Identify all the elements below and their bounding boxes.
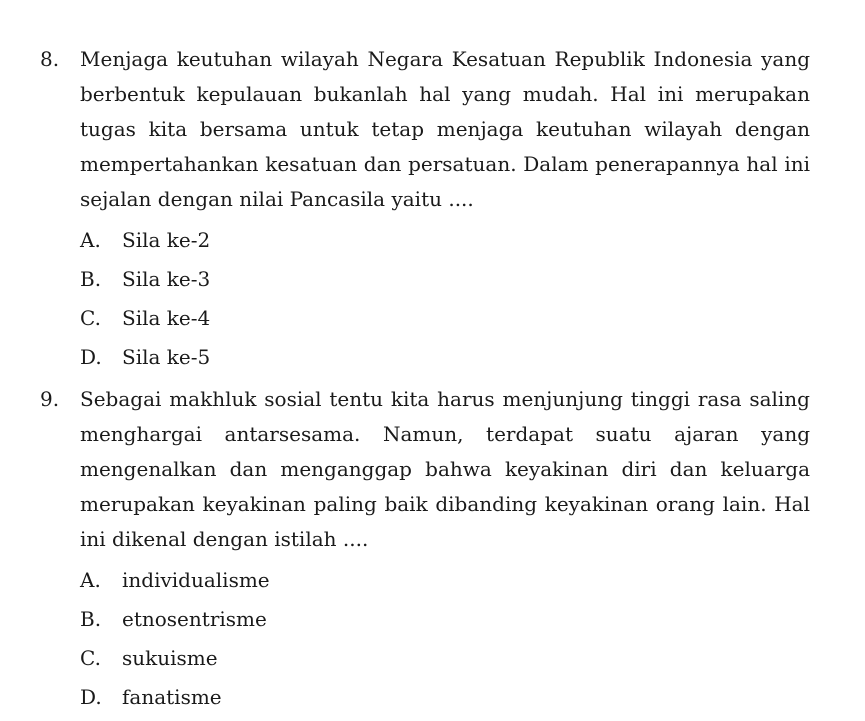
option-letter: C.	[80, 645, 101, 670]
question-8-option-d[interactable]	[80, 337, 810, 376]
question-8	[40, 42, 810, 376]
question-8-text: Menjaga keutuhan wilayah Negara Kesatuan Republik Indonesia yang berbentuk kepulauan bukanlah hal yang mudah. Hal ini merupakan tugas kita bersama untuk tetap menjaga keutuhan wilayah dengan mempertahankan kesatuan dan persatuan. Dalam penerapannya hal ini sejalan dengan nilai Pancasila yaitu ....	[80, 47, 810, 211]
option-letter: B.	[80, 266, 102, 291]
option-text: Sila ke-3	[122, 266, 211, 291]
question-9-number: 9.	[40, 387, 60, 411]
question-8-number: 8.	[40, 47, 60, 71]
option-letter: A.	[80, 227, 101, 252]
option-letter: A.	[80, 567, 101, 592]
option-text: etnosentrisme	[122, 606, 267, 631]
question-8-stem	[40, 42, 810, 217]
question-9-text: Sebagai makhluk sosial tentu kita harus menjunjung tinggi rasa saling menghargai antarsesama. Namun, terdapat suatu ajaran yang mengenalkan dan menganggap bahwa keyakinan diri dan keluarga merupakan keyakinan paling baik dibanding keyakinan orang lain. Hal ini dikenal dengan istilah ....	[80, 387, 810, 551]
question-8-options	[80, 220, 810, 376]
question-9-option-c[interactable]	[80, 638, 810, 677]
option-text: fanatisme	[122, 684, 222, 709]
question-8-option-a[interactable]	[80, 220, 810, 259]
option-letter: B.	[80, 606, 102, 631]
question-8-option-b[interactable]	[80, 259, 810, 298]
question-8-option-c[interactable]	[80, 298, 810, 337]
question-9	[40, 382, 810, 716]
option-text: Sila ke-4	[122, 305, 211, 330]
option-letter: D.	[80, 344, 102, 369]
question-9-option-b[interactable]	[80, 599, 810, 638]
option-text: individualisme	[122, 567, 270, 592]
question-9-stem	[40, 382, 810, 557]
option-text: sukuisme	[122, 645, 218, 670]
question-9-option-a[interactable]	[80, 560, 810, 599]
question-9-options	[80, 560, 810, 716]
question-9-option-d[interactable]	[80, 677, 810, 716]
option-text: Sila ke-5	[122, 344, 211, 369]
option-letter: C.	[80, 305, 101, 330]
option-text: Sila ke-2	[122, 227, 211, 252]
option-letter: D.	[80, 684, 102, 709]
